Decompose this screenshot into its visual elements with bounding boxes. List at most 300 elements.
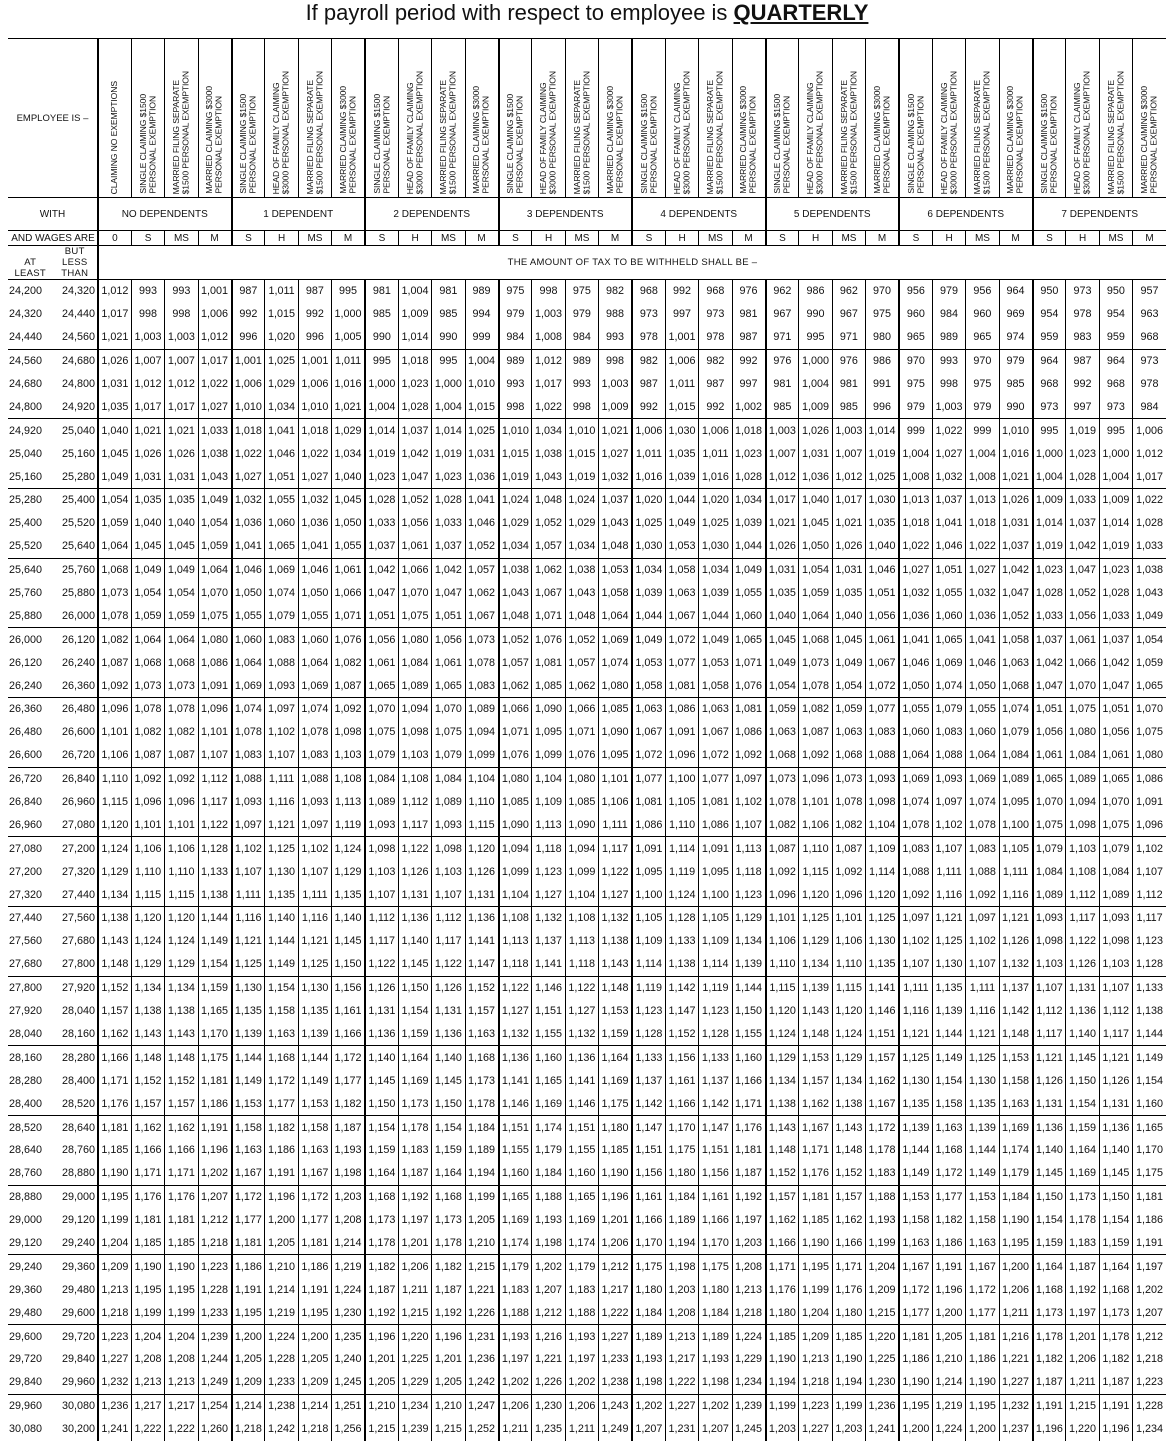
tax-amount: 1,131 (365, 1000, 398, 1023)
tax-amount: 1,138 (198, 883, 231, 906)
tax-amount: 1,107 (899, 953, 932, 976)
wage-less-than: 26,960 (61, 796, 95, 809)
column-title (999, 39, 1032, 198)
tax-amount: 1,132 (499, 1023, 532, 1046)
tax-amount: 1,128 (1133, 953, 1166, 976)
tax-amount: 1,157 (165, 1092, 198, 1115)
tax-amount: 1,181 (1133, 1185, 1166, 1208)
tax-amount: 1,148 (165, 1046, 198, 1069)
column-title (98, 39, 131, 198)
tax-amount: 1,042 (1099, 651, 1132, 674)
tax-amount: 968 (1033, 373, 1066, 396)
tax-amount: 1,108 (398, 767, 431, 790)
column-title (699, 39, 732, 198)
tax-amount: 978 (1133, 373, 1166, 396)
tax-amount: 1,060 (298, 628, 331, 651)
tax-amount: 950 (1033, 280, 1066, 303)
tax-amount: 1,180 (632, 1278, 665, 1301)
tax-amount: 1,070 (198, 582, 231, 605)
tax-amount: 1,125 (298, 953, 331, 976)
tax-amount: 1,224 (732, 1325, 765, 1348)
tax-amount: 968 (1133, 326, 1166, 349)
wage-less-than: 27,800 (61, 958, 95, 971)
tax-amount: 1,081 (699, 791, 732, 814)
tax-amount: 1,065 (265, 535, 298, 558)
tax-amount: 1,017 (131, 395, 164, 418)
tax-amount: 1,205 (932, 1325, 965, 1348)
tax-amount: 1,146 (565, 1092, 598, 1115)
tax-amount: 1,140 (432, 1046, 465, 1069)
tax-amount: 1,021 (832, 512, 865, 535)
tax-amount: 1,162 (832, 1209, 865, 1232)
tax-amount: 1,033 (1033, 604, 1066, 627)
tax-amount: 1,184 (699, 1301, 732, 1324)
tax-amount: 1,166 (131, 1139, 164, 1162)
tax-amount: 1,023 (732, 442, 765, 465)
tax-amount: 1,103 (1066, 837, 1099, 860)
tax-amount: 1,149 (198, 930, 231, 953)
wage-less-than: 27,440 (61, 888, 95, 901)
tax-amount: 1,200 (232, 1325, 265, 1348)
tax-amount: 1,069 (899, 767, 932, 790)
tax-amount: 1,125 (265, 837, 298, 860)
tax-amount: 1,055 (332, 535, 365, 558)
tax-amount: 1,130 (265, 860, 298, 883)
tax-amount: 1,189 (699, 1325, 732, 1348)
tax-amount: 1,118 (732, 860, 765, 883)
and-wages-are-label: AND WAGES ARE (8, 231, 98, 246)
table-row (8, 1348, 1166, 1371)
tax-amount: 1,098 (432, 837, 465, 860)
tax-amount: 964 (1099, 349, 1132, 372)
tax-amount: 1,216 (532, 1325, 565, 1348)
tax-amount: 1,128 (665, 907, 698, 930)
tax-amount: 992 (232, 303, 265, 326)
tax-amount: 1,080 (198, 628, 231, 651)
tax-amount: 1,152 (131, 1069, 164, 1092)
column-title (298, 39, 331, 198)
tax-amount: 1,159 (198, 976, 231, 999)
tax-amount: 1,202 (699, 1394, 732, 1417)
tax-amount: 1,187 (365, 1278, 398, 1301)
tax-amount: 1,016 (332, 373, 365, 396)
tax-amount: 1,079 (1099, 837, 1132, 860)
wage-less-than: 28,160 (61, 1027, 95, 1040)
column-title (1066, 39, 1099, 198)
tax-amount: 1,112 (432, 907, 465, 930)
tax-amount: 1,235 (532, 1418, 565, 1441)
tax-amount: 1,029 (499, 512, 532, 535)
tax-amount: 1,192 (398, 1185, 431, 1208)
tax-amount: 1,205 (265, 1232, 298, 1255)
tax-amount: 1,073 (799, 651, 832, 674)
tax-amount: 1,165 (499, 1185, 532, 1208)
tax-amount: 1,062 (532, 558, 565, 581)
tax-amount: 1,186 (932, 1232, 965, 1255)
tax-amount: 1,065 (1099, 767, 1132, 790)
tax-amount: 1,117 (365, 930, 398, 953)
tax-amount: 1,031 (766, 558, 799, 581)
tax-amount: 1,102 (899, 930, 932, 953)
tax-amount: 1,144 (932, 1023, 965, 1046)
tax-amount: 984 (499, 326, 532, 349)
tax-amount: 1,143 (766, 1116, 799, 1139)
tax-amount: 1,196 (198, 1139, 231, 1162)
tax-amount: 1,029 (565, 512, 598, 535)
wage-at-least: 24,680 (9, 378, 43, 390)
tax-amount: 1,232 (98, 1371, 131, 1394)
amount-caption: THE AMOUNT OF TAX TO BE WITHHELD SHALL BE – (98, 246, 1166, 280)
tax-amount: 1,111 (298, 883, 331, 906)
tax-amount: 1,179 (999, 1162, 1032, 1185)
wage-less-than: 25,640 (61, 540, 95, 553)
tax-amount: 1,018 (732, 419, 765, 442)
wage-less-than: 24,800 (61, 378, 95, 390)
tax-amount: 1,120 (131, 907, 164, 930)
tax-amount: 1,006 (632, 419, 665, 442)
tax-amount: 1,027 (198, 395, 231, 418)
tax-amount: 1,120 (766, 1000, 799, 1023)
tax-amount: 1,109 (866, 837, 899, 860)
tax-amount: 1,174 (999, 1139, 1032, 1162)
tax-amount: 1,078 (232, 721, 265, 744)
tax-amount: 1,098 (332, 721, 365, 744)
tax-amount: 1,111 (999, 860, 1032, 883)
tax-amount: 1,220 (866, 1325, 899, 1348)
tax-amount: 1,021 (599, 419, 632, 442)
tax-amount: 1,073 (832, 767, 865, 790)
tax-amount: 1,150 (365, 1092, 398, 1115)
tax-amount: 992 (732, 349, 765, 372)
tax-amount: 1,084 (999, 744, 1032, 767)
table-row (8, 1092, 1166, 1115)
tax-amount: 1,136 (499, 1046, 532, 1069)
tax-amount: 1,128 (699, 1023, 732, 1046)
tax-amount: 1,028 (432, 489, 465, 512)
tax-amount: 1,046 (465, 512, 498, 535)
tax-amount: 1,040 (799, 489, 832, 512)
tax-amount: 1,004 (799, 373, 832, 396)
tax-amount: 1,072 (665, 628, 698, 651)
tax-amount: 1,060 (732, 604, 765, 627)
tax-amount: 1,107 (198, 744, 231, 767)
tax-amount: 1,082 (332, 651, 365, 674)
tax-amount: 1,176 (732, 1116, 765, 1139)
tax-amount: 1,139 (298, 1023, 331, 1046)
tax-amount: 1,083 (966, 837, 999, 860)
tax-amount: 996 (298, 326, 331, 349)
tax-amount: 1,079 (1033, 837, 1066, 860)
tax-amount: 1,058 (699, 674, 732, 697)
tax-amount: 1,036 (899, 604, 932, 627)
tax-amount: 1,233 (198, 1301, 231, 1324)
status-code: 0 (98, 231, 131, 246)
tax-amount: 1,049 (665, 512, 698, 535)
tax-amount: 1,038 (565, 558, 598, 581)
tax-amount: 1,129 (98, 860, 131, 883)
tax-amount: 1,187 (1066, 1255, 1099, 1278)
tax-amount: 1,157 (131, 1092, 164, 1115)
tax-amount: 1,231 (465, 1325, 498, 1348)
tax-amount: 1,154 (1066, 1092, 1099, 1115)
tax-amount: 1,138 (165, 1000, 198, 1023)
tax-amount: 1,188 (866, 1185, 899, 1208)
tax-amount: 1,075 (1066, 698, 1099, 721)
dependents-header: NO DEPENDENTS (98, 198, 232, 231)
tax-amount: 1,004 (398, 280, 431, 303)
tax-amount: 1,106 (766, 930, 799, 953)
tax-amount: 1,127 (565, 1000, 598, 1023)
tax-amount: 976 (766, 349, 799, 372)
tax-amount: 1,040 (131, 512, 164, 535)
tax-amount: 1,213 (732, 1278, 765, 1301)
tax-amount: 1,117 (398, 813, 431, 836)
tax-amount: 1,146 (532, 976, 565, 999)
tax-amount: 1,163 (298, 1139, 331, 1162)
wage-less-than: 24,320 (61, 285, 95, 298)
tax-amount: 1,159 (1099, 1232, 1132, 1255)
tax-amount: 1,001 (232, 349, 265, 372)
tax-amount: 1,058 (665, 558, 698, 581)
tax-amount: 1,095 (999, 791, 1032, 814)
tax-amount: 1,084 (432, 767, 465, 790)
tax-amount: 1,218 (1133, 1348, 1166, 1371)
tax-amount: 1,111 (966, 976, 999, 999)
tax-amount: 1,132 (565, 1023, 598, 1046)
tax-amount: 1,160 (499, 1162, 532, 1185)
tax-amount: 1,032 (232, 489, 265, 512)
tax-amount: 1,143 (799, 1000, 832, 1023)
tax-amount: 1,199 (799, 1278, 832, 1301)
tax-amount: 1,106 (799, 813, 832, 836)
tax-amount: 1,016 (999, 442, 1032, 465)
tax-amount: 1,159 (1033, 1232, 1066, 1255)
tax-amount: 1,157 (866, 1046, 899, 1069)
tax-amount: 1,031 (832, 558, 865, 581)
tax-amount: 1,199 (98, 1209, 131, 1232)
tax-amount: 1,149 (899, 1162, 932, 1185)
tax-amount: 1,064 (799, 604, 832, 627)
tax-amount: 1,191 (1099, 1394, 1132, 1417)
tax-amount: 1,108 (499, 907, 532, 930)
tax-amount: 1,048 (599, 535, 632, 558)
tax-amount: 1,135 (298, 1000, 331, 1023)
status-code: S (131, 231, 164, 246)
tax-amount: 971 (832, 326, 865, 349)
tax-amount: 1,116 (232, 907, 265, 930)
tax-amount: 1,044 (699, 604, 732, 627)
wage-less-than: 28,880 (61, 1167, 95, 1180)
tax-amount: 1,030 (699, 535, 732, 558)
tax-amount: 1,067 (465, 604, 498, 627)
wage-at-least: 26,960 (9, 818, 43, 831)
tax-amount: 1,158 (265, 1000, 298, 1023)
tax-amount: 1,138 (766, 1092, 799, 1115)
tax-amount: 1,061 (332, 558, 365, 581)
tax-amount: 1,064 (165, 628, 198, 651)
tax-amount: 1,102 (232, 837, 265, 860)
tax-amount: 1,074 (999, 698, 1032, 721)
tax-amount: 1,091 (198, 674, 231, 697)
tax-amount: 1,100 (999, 813, 1032, 836)
tax-amount: 1,099 (499, 860, 532, 883)
tax-amount: 1,057 (465, 558, 498, 581)
tax-amount: 1,081 (532, 651, 565, 674)
tax-amount: 1,227 (999, 1371, 1032, 1394)
tax-amount: 1,113 (332, 791, 365, 814)
tax-amount: 1,074 (265, 582, 298, 605)
tax-amount: 1,179 (499, 1255, 532, 1278)
tax-amount: 1,168 (465, 1046, 498, 1069)
withholding-table (8, 38, 1166, 1441)
tax-amount: 991 (866, 373, 899, 396)
tax-amount: 1,080 (599, 674, 632, 697)
tax-amount: 1,137 (699, 1069, 732, 1092)
tax-amount: 1,088 (932, 744, 965, 767)
status-code: S (499, 231, 532, 246)
column-title (131, 39, 164, 198)
tax-amount: 1,018 (398, 349, 431, 372)
tax-amount: 995 (1099, 419, 1132, 442)
tax-amount: 993 (131, 280, 164, 303)
tax-amount: 1,244 (198, 1348, 231, 1371)
tax-amount: 1,096 (165, 791, 198, 814)
tax-amount: 1,108 (332, 767, 365, 790)
tax-amount: 1,117 (1066, 907, 1099, 930)
tax-amount: 1,125 (932, 930, 965, 953)
wage-at-least: 25,160 (9, 470, 43, 483)
tax-amount: 1,049 (1133, 604, 1166, 627)
tax-amount: 1,196 (932, 1278, 965, 1301)
tax-amount: 1,131 (465, 883, 498, 906)
tax-amount: 1,213 (799, 1348, 832, 1371)
tax-amount: 1,212 (198, 1209, 231, 1232)
tax-amount: 1,223 (1133, 1371, 1166, 1394)
tax-amount: 1,017 (198, 349, 231, 372)
tax-amount: 1,167 (966, 1255, 999, 1278)
tax-amount: 1,061 (1099, 744, 1132, 767)
tax-amount: 1,227 (98, 1348, 131, 1371)
wage-less-than: 26,120 (51, 628, 98, 651)
tax-amount: 1,129 (131, 953, 164, 976)
wage-less-than: 29,120 (61, 1214, 95, 1227)
tax-amount: 1,068 (165, 651, 198, 674)
tax-amount: 1,213 (165, 1371, 198, 1394)
tax-amount: 963 (1133, 303, 1166, 326)
tax-amount: 1,152 (465, 976, 498, 999)
wage-at-least: 30,080 (9, 1423, 43, 1436)
tax-amount: 1,054 (131, 582, 164, 605)
tax-amount: 1,205 (365, 1371, 398, 1394)
tax-amount: 1,060 (932, 604, 965, 627)
column-title-text: MARRIED CLAIMING $3000 PERSONAL EXEMPTION (604, 86, 625, 194)
table-row (8, 442, 1166, 465)
column-title (866, 39, 899, 198)
tax-amount: 1,047 (1099, 674, 1132, 697)
tax-amount: 973 (1066, 280, 1099, 303)
tax-amount: 1,202 (565, 1371, 598, 1394)
tax-amount: 1,202 (499, 1371, 532, 1394)
tax-amount: 1,239 (398, 1418, 431, 1441)
tax-amount: 1,152 (832, 1162, 865, 1185)
tax-amount: 1,185 (799, 1209, 832, 1232)
tax-amount: 1,023 (1099, 558, 1132, 581)
tax-amount: 1,000 (1033, 442, 1066, 465)
column-title-text: HEAD OF FAMILY CLAIMING $3000 PERSONAL EXEMPTION (1072, 70, 1092, 194)
tax-amount: 1,028 (398, 395, 431, 418)
column-title-text: SINGLE CLAIMING $1500 PERSONAL EXEMPTION (905, 94, 925, 194)
table-row (8, 1278, 1166, 1301)
tax-amount: 1,043 (499, 582, 532, 605)
tax-amount: 1,054 (198, 512, 231, 535)
tax-amount: 1,140 (1033, 1139, 1066, 1162)
dependents-header: 5 DEPENDENTS (766, 198, 900, 231)
tax-amount: 1,089 (432, 791, 465, 814)
tax-amount: 1,103 (1033, 953, 1066, 976)
tax-amount: 1,154 (1133, 1069, 1166, 1092)
tax-amount: 1,198 (332, 1162, 365, 1185)
tax-amount: 964 (999, 280, 1032, 303)
tax-amount: 1,125 (799, 907, 832, 930)
tax-amount: 1,052 (398, 489, 431, 512)
tax-amount: 1,050 (332, 512, 365, 535)
tax-amount: 1,098 (1066, 813, 1099, 836)
column-title-text: MARRIED FILING SEPARATE $1500 PERSONAL EXEMPTION (705, 70, 725, 194)
wage-at-least: 29,600 (8, 1325, 51, 1348)
column-title-text: SINGLE CLAIMING $1500 PERSONAL EXEMPTION (238, 94, 258, 194)
tax-amount: 1,110 (465, 791, 498, 814)
tax-amount: 1,218 (198, 1232, 231, 1255)
tax-amount: 1,055 (265, 489, 298, 512)
tax-amount: 1,125 (899, 1046, 932, 1069)
tax-amount: 1,195 (899, 1394, 932, 1417)
tax-amount: 1,087 (799, 721, 832, 744)
status-code: M (732, 231, 765, 246)
tax-amount: 1,022 (932, 419, 965, 442)
tax-amount: 1,205 (232, 1348, 265, 1371)
tax-amount: 1,040 (332, 465, 365, 488)
tax-amount: 1,149 (298, 1069, 331, 1092)
tax-amount: 1,084 (365, 767, 398, 790)
tax-amount: 1,238 (265, 1394, 298, 1417)
table-row (8, 604, 1166, 627)
wage-at-least: 29,720 (9, 1353, 43, 1366)
tax-amount: 1,112 (198, 767, 231, 790)
table-row (8, 280, 1166, 303)
tax-amount: 1,097 (265, 698, 298, 721)
table-row (8, 349, 1166, 372)
tax-amount: 1,065 (365, 674, 398, 697)
tax-amount: 1,222 (665, 1371, 698, 1394)
tax-amount: 1,195 (298, 1301, 331, 1324)
tax-amount: 1,073 (131, 674, 164, 697)
wage-less-than: 26,720 (61, 749, 95, 762)
tax-amount: 1,176 (98, 1092, 131, 1115)
tax-amount: 1,078 (298, 721, 331, 744)
status-code: S (232, 231, 265, 246)
tax-amount: 1,069 (265, 558, 298, 581)
tax-amount: 1,051 (1099, 698, 1132, 721)
tax-amount: 1,231 (665, 1418, 698, 1441)
tax-amount: 1,157 (832, 1185, 865, 1208)
codes-row (8, 231, 1166, 246)
tax-amount: 1,110 (131, 860, 164, 883)
tax-amount: 1,184 (665, 1185, 698, 1208)
tax-amount: 973 (632, 303, 665, 326)
tax-amount: 1,167 (899, 1255, 932, 1278)
tax-amount: 1,172 (232, 1185, 265, 1208)
tax-amount: 1,065 (732, 628, 765, 651)
